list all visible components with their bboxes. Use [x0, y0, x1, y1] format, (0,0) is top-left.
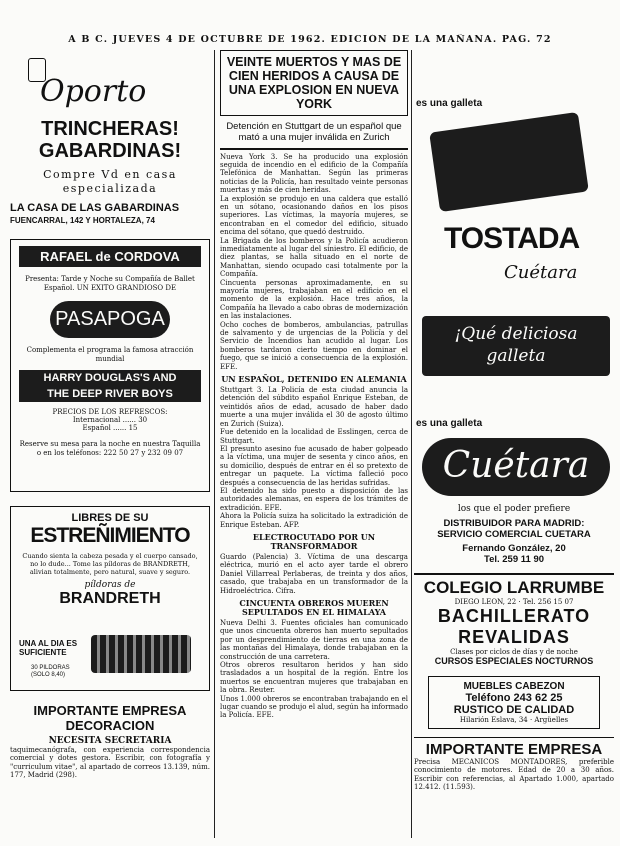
article-p4: Cincuenta personas aproximadamente, en su mayoría mujeres, trabajaban en el edificio en el momento de la explosión. Hace tres años, la Compañía ha llevado a cabo obras de modernización en las instalaciones. [220, 278, 408, 321]
main-headline-box [220, 50, 408, 116]
harry-douglas-2: THE DEEP RIVER BOYS [19, 386, 201, 402]
casa-gabardinas: LA CASA DE LAS GABARDINAS [10, 202, 180, 214]
estrenimiento-title: ESTREÑIMIENTO [30, 524, 190, 547]
subheadline: Detención en Stuttgart de un español que mató a una mujer inválida en Zurich [226, 121, 402, 143]
cuando-text: Cuando sienta la cabeza pesada y el cuerpo cansado, no lo dude... Tome las píldoras de BRANDRETH, alivian totalmente, pero natural, suave y seguro. [22, 552, 198, 576]
column-divider-1 [214, 50, 215, 838]
clases-text: Clases por ciclos de días y de noche [450, 647, 578, 656]
article-p2: La explosión se produjo en una caldera que estalló en un sótano, ocasionando daños en los pisos superiores. Las víctimas, la mayoría mujeres, se encontraban en el comedor del edificio, situado encima del sótano, que quedó destruido. [220, 194, 408, 237]
tostada-title: TOSTADA [444, 222, 580, 255]
muebles-ad [428, 676, 600, 729]
distribuidor: DISTRIBUIDOR PARA MADRID: [443, 518, 585, 529]
necesita-secretaria: NECESITA SECRETARIA [48, 736, 172, 746]
brandreth-ad [10, 506, 210, 691]
una-al-dia: UNA AL DIA ES SUFICIENTE [19, 639, 78, 657]
reserve-text: Reserve su mesa para la noche en nuestra Taquilla o en los teléfonos: 222 50 27 y 232 09 07 [19, 440, 201, 457]
article-p12: Nueva Delhi 3. Fuentes oficiales han comunicado que unos cincuenta obreros han muerto sepultados por un desprendimiento de tierras en una zona de las montañas del Himalaya, donde trabajaban en la construcción de una carretera. [220, 619, 408, 661]
article-p1: Nueva York 3. Se ha producido una explosión seguida de incendio en el edificio de la Compañía Telefónica de Manhattan. Según las primeras noticias de la Policía, han resultado veinte personas muertas y más de cien heridas. [220, 152, 408, 195]
que-deliciosa: ¡Qué deliciosa galleta [454, 324, 578, 366]
cursos-nocturnos: CURSOS ESPECIALES NOCTURNOS [434, 655, 594, 666]
precisa-body: Precisa MECANICOS MONTADORES, preferible conocimiento de motores. Edad de 20 a 30 años. Escribir con referencias, al Apartado 1.000, apartado 12.412. (11.593). [414, 758, 614, 792]
muebles-telefono: Teléfono 243 62 25 [465, 691, 563, 704]
article-p7: Fue detenido en la localidad de Esslingen, cerca de Stuttgart. [220, 428, 408, 445]
article-p13: Otros obreros resultaron heridos y han sido trasladados a un hospital de la región. Entre los muertos se encuentran mujeres que trabajaban en la obra. Reuter. [220, 661, 408, 695]
trincheras-title: TRINCHERAS! [41, 118, 179, 140]
servicio-comercial: SERVICIO COMERCIAL CUETARA [437, 529, 591, 540]
muebles-title: MUEBLES CABEZON [463, 680, 565, 692]
casa-address: FUENCARRAL, 142 Y HORTALEZA, 74 [10, 216, 155, 225]
importante-empresa-2: IMPORTANTE EMPRESA [425, 741, 603, 758]
compre-text: Compre Vd en casa especializada [43, 168, 177, 195]
article-p3: La Brigada de los bomberos y la Policía acudieron inmediatamente al lugar del siniestro. El edificio, de diez plantas, se halla situado en el norte de Manhattan, siendo ocupado casi totalmente por la Compañía. [220, 236, 408, 279]
harry-douglas-1: HARRY DOUGLAS'S AND [19, 370, 201, 386]
article-p10: Ahora la Policía suiza ha solicitado la extradición de Enrique Esteban. AFP. [220, 512, 408, 529]
deliciosa-banner [422, 316, 610, 376]
oporto-ad [10, 50, 210, 108]
galleta-text-1: es una galleta [416, 98, 483, 109]
article-p8: El presunto asesino fue acusado de haber golpeado a la víctima, una mujer de sesenta y cinco años, en su domicilio, después de entrar en él so pretexto de entregar un paquete. La víctima falleció poco después a consecuencia de las heridas sufridas. [220, 444, 408, 487]
right-column [414, 50, 614, 838]
cuetara-logo-2: Cuétara [422, 438, 610, 496]
article-p14: Unos 1.000 obreros se encontraban trabajando en el lugar cuando se produjo el alud, según ha informado la Policía. EFE. [220, 694, 408, 720]
importante-decoracion: IMPORTANTE EMPRESA DECORACION [33, 703, 187, 733]
precio-espanol: Español ...... 15 [82, 424, 138, 432]
rule [414, 737, 614, 739]
brandreth-logo: BRANDRETH [59, 590, 161, 607]
pasapoga-logo: PASAPOGA [50, 301, 170, 338]
precio-internacional: Internacional ...... 30 [72, 416, 148, 424]
page-header: A B C. JUEVES 4 DE OCTUBRE DE 1962. EDICIÓN DE LA MAÑANA. PAG. 72 [68, 34, 552, 45]
article-p5: Ocho coches de bomberos, ambulancias, patrullas de salvamento y de urgencias de la Policía y del Servicio de Incendios han acudido al lugar. Los bomberos tardaron cierto tiempo en dominar el fuego, que se inició a consecuencia de la explosión. EFE. [220, 320, 408, 371]
cuetara-ad [414, 50, 614, 486]
presenta-text: Presenta: Tarde y Noche su Compañía de Ballet Español. UN EXITO GRANDIOSO DE [25, 275, 195, 292]
fernando-address: Fernando González, 20 [462, 543, 566, 554]
pildoras-label: píldoras de [84, 580, 136, 590]
headline-espanol-detenido: UN ESPAÑOL, DETENIDO EN ALEMANIA [221, 374, 407, 385]
headline-electrocutado: ELECTROCUTADO POR UN TRANSFORMADOR [252, 531, 376, 551]
middle-column [220, 50, 408, 838]
column-divider-2 [411, 50, 412, 838]
rule [220, 148, 408, 150]
poder-text: los que el poder prefiere [457, 504, 571, 514]
telefono-cuetara: Tel. 259 11 90 [483, 554, 545, 565]
rafael-banner: RAFAEL de CORDOVA [19, 246, 201, 267]
biscuit-image [429, 112, 589, 212]
pasapoga-ad [10, 239, 210, 492]
galleta-text-2: es una galleta [416, 418, 483, 429]
article-p9: El detenido ha sido puesto a disposición de las autoridades alemanas, en espera de los trámites de extradición. EFE. [220, 486, 408, 512]
pill-box-image [91, 635, 191, 673]
revalidas: REVALIDAS [458, 626, 570, 647]
article-p6: Stuttgart 3. La Policía de esta ciudad anuncia la detención del súbdito español Enrique Esteban, de veintidós años de edad, acusado de haber dado muerte a una mujer inválida el 30 de agosto último en Zurich (Suiza). [220, 386, 408, 428]
necesita-body: taquimecanógrafa, con experiencia correspondencia comercial y dotes gestora. Escribir, con fotografía y "curriculum vitae", al apartado de correos 13.139, núm. 177, Madrid (298). [10, 746, 210, 780]
complement-text: Complementa el programa la famosa atracción mundial [26, 346, 194, 363]
cuetara-logo-1: Cuétara [504, 262, 578, 283]
rule [414, 573, 614, 575]
colegio-address: DIEGO LEON, 22 · Tel. 256 15 07 [454, 597, 574, 606]
rustico-calidad: RUSTICO DE CALIDAD [453, 703, 575, 716]
box-label: 30 PILDORAS (SOLO 8,40) [31, 665, 70, 678]
article-p11: Guardo (Palencia) 3. Víctima de una descarga eléctrica, murió en el acto ayer tarde el obrero Daniel Villarreal Perlaberas, de treinta y dos años, casado, que trabajaba en un transformador de la Hidroeléctrica. Cifra. [220, 552, 408, 595]
main-headline: VEINTE MUERTOS Y MAS DE CIEN HERIDOS A CAUSA DE UNA EXPLOSION EN NUEVA YORK [226, 55, 402, 111]
hilarion-address: Hilarión Eslava, 34 · Argüelles [459, 715, 569, 724]
oporto-logo: Oporto [40, 74, 147, 109]
gabardinas-title: GABARDINAS! [38, 140, 182, 162]
left-column [10, 50, 210, 838]
libres-text: LIBRES DE SU [71, 512, 149, 524]
headline-himalaya: CINCUENTA OBREROS MUEREN SEPULTADOS EN EL HIMALAYA [239, 598, 389, 617]
bachillerato: BACHILLERATO [437, 605, 591, 626]
colegio-title: COLEGIO LARRUMBE [423, 577, 605, 597]
precios-label: PRECIOS DE LOS REFRESCOS: [52, 408, 168, 416]
